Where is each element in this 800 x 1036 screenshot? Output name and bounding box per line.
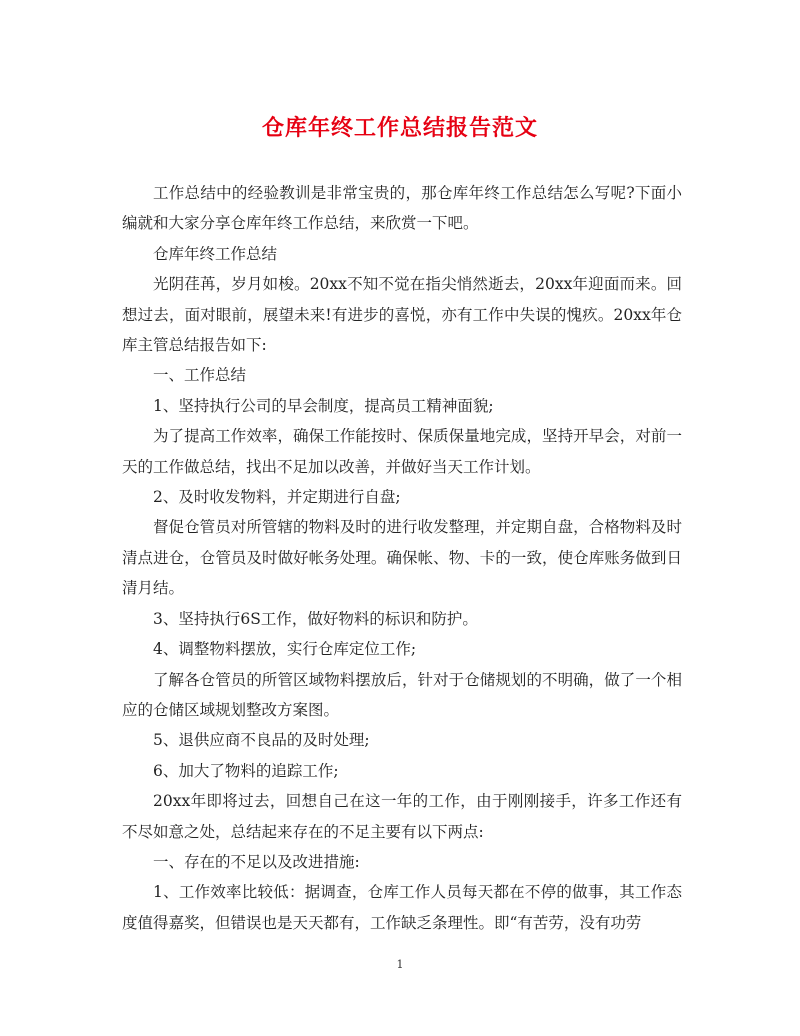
paragraph: 仓库年终工作总结 xyxy=(153,244,278,263)
paragraph: 20xx年即将过去，回想自己在这一年的工作，由于刚刚接手，许多工作还有不尽如意之处，总结起来存在的不足主要有以下两点: xyxy=(122,792,682,841)
paragraph: 4、调整物料摆放，实行仓库定位工作; xyxy=(153,640,417,659)
page-number: 1 xyxy=(396,958,404,971)
section-heading: 一、存在的不足以及改进措施: xyxy=(153,852,360,871)
paragraph: 1、坚持执行公司的早会制度，提高员工精神面貌; xyxy=(153,396,494,415)
paragraph: 了解各仓管员的所管区域物料摆放后，针对于仓储规划的不明确，做了一个相应的仓储区域规划整改方案图。 xyxy=(122,670,682,719)
paragraph: 1、工作效率比较低：据调查，仓库工作人员每天都在不停的做事，其工作态度值得嘉奖，但错误也是天天都有，工作缺乏条理性。即“有苦劳，没有功劳 xyxy=(122,883,682,932)
section-heading: 一、工作总结 xyxy=(153,366,247,385)
document-title: 仓库年终工作总结报告范文 xyxy=(261,115,538,141)
paragraph: 3、坚持执行6S工作，做好物料的标识和防护。 xyxy=(153,609,478,628)
paragraph: 光阴荏苒，岁月如梭。20xx不知不觉在指尖悄然逝去，20xx年迎面而来。回想过去，面对眼前，展望未来!有进步的喜悦，亦有工作中失误的愧疚。20xx年仓库主管总结报告如下: xyxy=(122,275,682,355)
document-body xyxy=(122,178,682,938)
paragraph: 工作总结中的经验教训是非常宝贵的，那仓库年终工作总结怎么写呢?下面小编就和大家分享仓库年终工作总结，来欣赏一下吧。 xyxy=(122,184,682,233)
paragraph: 5、退供应商不良品的及时处理; xyxy=(153,731,370,750)
paragraph: 督促仓管员对所管辖的物料及时的进行收发整理，并定期自盘，合格物料及时清点进仓，仓管员及时做好帐务处理。确保帐、物、卡的一致，使仓库账务做到日清月结。 xyxy=(122,518,682,598)
paragraph: 6、加大了物料的追踪工作; xyxy=(153,761,339,780)
paragraph: 2、及时收发物料，并定期进行自盘; xyxy=(153,488,401,507)
paragraph: 为了提高工作效率，确保工作能按时、保质保量地完成，坚持开早会，对前一天的工作做总结，找出不足加以改善，并做好当天工作计划。 xyxy=(122,427,682,476)
